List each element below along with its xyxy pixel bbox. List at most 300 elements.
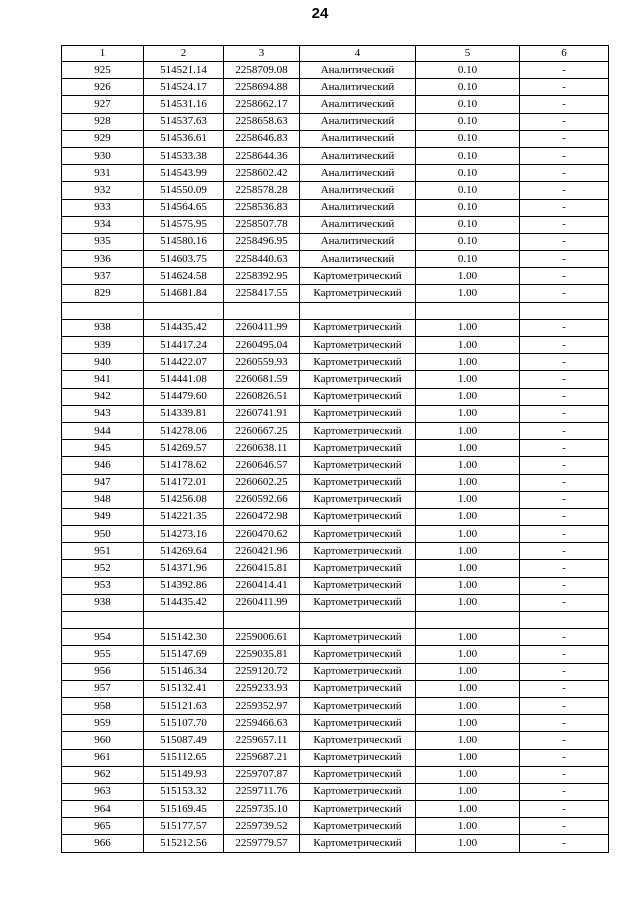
point-number-cell: 929 (62, 130, 144, 147)
x-coordinate-cell: 514536.61 (144, 130, 224, 147)
y-coordinate-cell: 2258662.17 (224, 96, 300, 113)
point-number-cell: 935 (62, 233, 144, 250)
x-coordinate-cell: 514681.84 (144, 285, 224, 302)
point-number-cell: 961 (62, 749, 144, 766)
table-row (62, 388, 609, 405)
table-row (62, 354, 609, 371)
method-cell: Картометрический (300, 371, 416, 388)
note-cell: - (520, 680, 609, 697)
note-cell: - (520, 96, 609, 113)
note-cell: - (520, 182, 609, 199)
point-number-cell: 926 (62, 79, 144, 96)
x-coordinate-cell (144, 612, 224, 629)
method-cell: Картометрический (300, 646, 416, 663)
accuracy-cell: 1.00 (416, 577, 520, 594)
method-cell: Аналитический (300, 233, 416, 250)
table-row (62, 147, 609, 164)
table-row (62, 337, 609, 354)
y-coordinate-cell: 2259735.10 (224, 801, 300, 818)
method-cell: Картометрический (300, 405, 416, 422)
table-row (62, 251, 609, 268)
accuracy-cell: 0.10 (416, 130, 520, 147)
x-coordinate-cell: 515107.70 (144, 715, 224, 732)
method-cell: Картометрический (300, 285, 416, 302)
method-cell: Картометрический (300, 526, 416, 543)
note-cell: - (520, 783, 609, 800)
method-cell: Картометрический (300, 766, 416, 783)
accuracy-cell: 1.00 (416, 491, 520, 508)
table-row (62, 543, 609, 560)
column-header: 2 (144, 46, 224, 62)
column-header: 4 (300, 46, 416, 62)
table-row (62, 216, 609, 233)
y-coordinate-cell: 2259006.61 (224, 629, 300, 646)
x-coordinate-cell: 515112.65 (144, 749, 224, 766)
y-coordinate-cell: 2258440.63 (224, 251, 300, 268)
accuracy-cell: 0.10 (416, 113, 520, 130)
table-row (62, 594, 609, 611)
x-coordinate-cell: 514256.08 (144, 491, 224, 508)
x-coordinate-cell: 515212.56 (144, 835, 224, 852)
y-coordinate-cell: 2260681.59 (224, 371, 300, 388)
point-number-cell: 954 (62, 629, 144, 646)
note-cell: - (520, 440, 609, 457)
method-cell: Аналитический (300, 251, 416, 268)
x-coordinate-cell: 514371.96 (144, 560, 224, 577)
method-cell: Картометрический (300, 268, 416, 285)
x-coordinate-cell: 515177.57 (144, 818, 224, 835)
point-number-cell: 949 (62, 508, 144, 525)
accuracy-cell: 1.00 (416, 663, 520, 680)
accuracy-cell: 1.00 (416, 749, 520, 766)
method-cell: Аналитический (300, 147, 416, 164)
y-coordinate-cell: 2258496.95 (224, 233, 300, 250)
point-number-cell: 952 (62, 560, 144, 577)
note-cell: - (520, 319, 609, 336)
table-row (62, 474, 609, 491)
y-coordinate-cell: 2260421.96 (224, 543, 300, 560)
y-coordinate-cell: 2258392.95 (224, 268, 300, 285)
x-coordinate-cell: 515121.63 (144, 697, 224, 714)
table-row (62, 508, 609, 525)
note-cell: - (520, 62, 609, 79)
point-number-cell: 932 (62, 182, 144, 199)
point-number-cell: 958 (62, 697, 144, 714)
x-coordinate-cell: 514441.08 (144, 371, 224, 388)
method-cell: Картометрический (300, 440, 416, 457)
method-cell: Аналитический (300, 165, 416, 182)
y-coordinate-cell: 2260411.99 (224, 319, 300, 336)
table-row (62, 268, 609, 285)
x-coordinate-cell: 514479.60 (144, 388, 224, 405)
column-header: 5 (416, 46, 520, 62)
x-coordinate-cell: 514521.14 (144, 62, 224, 79)
accuracy-cell: 1.00 (416, 835, 520, 852)
x-coordinate-cell: 514269.57 (144, 440, 224, 457)
table-separator-row (62, 612, 609, 629)
x-coordinate-cell: 514339.81 (144, 405, 224, 422)
x-coordinate-cell: 514533.38 (144, 147, 224, 164)
column-header: 1 (62, 46, 144, 62)
note-cell: - (520, 715, 609, 732)
note-cell: - (520, 354, 609, 371)
y-coordinate-cell: 2258602.42 (224, 165, 300, 182)
table-row (62, 440, 609, 457)
y-coordinate-cell: 2260414.41 (224, 577, 300, 594)
method-cell: Картометрический (300, 783, 416, 800)
y-coordinate-cell: 2260472.98 (224, 508, 300, 525)
accuracy-cell: 1.00 (416, 319, 520, 336)
method-cell: Картометрический (300, 491, 416, 508)
accuracy-cell: 1.00 (416, 268, 520, 285)
note-cell: - (520, 79, 609, 96)
accuracy-cell: 1.00 (416, 526, 520, 543)
y-coordinate-cell: 2260592.66 (224, 491, 300, 508)
method-cell: Картометрический (300, 560, 416, 577)
method-cell: Картометрический (300, 663, 416, 680)
y-coordinate-cell (224, 302, 300, 319)
y-coordinate-cell: 2259120.72 (224, 663, 300, 680)
accuracy-cell: 1.00 (416, 285, 520, 302)
y-coordinate-cell: 2260470.62 (224, 526, 300, 543)
point-number-cell: 943 (62, 405, 144, 422)
method-cell: Картометрический (300, 835, 416, 852)
table-row (62, 62, 609, 79)
method-cell: Аналитический (300, 199, 416, 216)
point-number-cell: 947 (62, 474, 144, 491)
accuracy-cell: 0.10 (416, 216, 520, 233)
y-coordinate-cell: 2260826.51 (224, 388, 300, 405)
point-number-cell: 931 (62, 165, 144, 182)
point-number-cell (62, 612, 144, 629)
table-separator-row (62, 302, 609, 319)
table-row (62, 96, 609, 113)
point-number-cell: 948 (62, 491, 144, 508)
point-number-cell: 946 (62, 457, 144, 474)
table-row (62, 783, 609, 800)
table-row (62, 749, 609, 766)
point-number-cell: 956 (62, 663, 144, 680)
note-cell: - (520, 233, 609, 250)
table-row (62, 732, 609, 749)
point-number-cell: 938 (62, 319, 144, 336)
point-number-cell: 941 (62, 371, 144, 388)
point-number-cell: 963 (62, 783, 144, 800)
note-cell: - (520, 199, 609, 216)
accuracy-cell: 1.00 (416, 766, 520, 783)
accuracy-cell: 0.10 (416, 165, 520, 182)
accuracy-cell: 1.00 (416, 457, 520, 474)
x-coordinate-cell: 514543.99 (144, 165, 224, 182)
column-header: 3 (224, 46, 300, 62)
note-cell: - (520, 216, 609, 233)
x-coordinate-cell: 514422.07 (144, 354, 224, 371)
table-row (62, 491, 609, 508)
y-coordinate-cell: 2260415.81 (224, 560, 300, 577)
y-coordinate-cell: 2259687.21 (224, 749, 300, 766)
y-coordinate-cell: 2258578.28 (224, 182, 300, 199)
y-coordinate-cell: 2258646.83 (224, 130, 300, 147)
accuracy-cell: 1.00 (416, 354, 520, 371)
x-coordinate-cell: 514550.09 (144, 182, 224, 199)
x-coordinate-cell: 514392.86 (144, 577, 224, 594)
accuracy-cell: 1.00 (416, 371, 520, 388)
note-cell: - (520, 457, 609, 474)
accuracy-cell (416, 302, 520, 319)
method-cell: Аналитический (300, 216, 416, 233)
x-coordinate-cell: 514178.62 (144, 457, 224, 474)
point-number-cell: 945 (62, 440, 144, 457)
point-number-cell: 953 (62, 577, 144, 594)
x-coordinate-cell: 514278.06 (144, 422, 224, 439)
method-cell: Картометрический (300, 354, 416, 371)
x-coordinate-cell: 514564.65 (144, 199, 224, 216)
y-coordinate-cell: 2258417.55 (224, 285, 300, 302)
x-coordinate-cell (144, 302, 224, 319)
accuracy-cell: 1.00 (416, 629, 520, 646)
method-cell: Картометрический (300, 319, 416, 336)
x-coordinate-cell: 514624.58 (144, 268, 224, 285)
table-row (62, 680, 609, 697)
x-coordinate-cell: 514603.75 (144, 251, 224, 268)
table-row (62, 697, 609, 714)
y-coordinate-cell: 2260741.91 (224, 405, 300, 422)
note-cell: - (520, 818, 609, 835)
note-cell: - (520, 474, 609, 491)
y-coordinate-cell: 2260602.25 (224, 474, 300, 491)
note-cell: - (520, 766, 609, 783)
table-row (62, 818, 609, 835)
point-number-cell (62, 302, 144, 319)
point-number-cell: 960 (62, 732, 144, 749)
method-cell: Картометрический (300, 594, 416, 611)
x-coordinate-cell: 515169.45 (144, 801, 224, 818)
x-coordinate-cell: 515147.69 (144, 646, 224, 663)
y-coordinate-cell: 2259035.81 (224, 646, 300, 663)
y-coordinate-cell: 2260495.04 (224, 337, 300, 354)
method-cell: Аналитический (300, 113, 416, 130)
note-cell: - (520, 165, 609, 182)
note-cell: - (520, 268, 609, 285)
x-coordinate-cell: 514580.16 (144, 233, 224, 250)
table-row (62, 715, 609, 732)
point-number-cell: 933 (62, 199, 144, 216)
note-cell: - (520, 663, 609, 680)
y-coordinate-cell (224, 612, 300, 629)
table-row (62, 165, 609, 182)
accuracy-cell: 1.00 (416, 543, 520, 560)
note-cell: - (520, 491, 609, 508)
accuracy-cell: 1.00 (416, 474, 520, 491)
y-coordinate-cell: 2260638.11 (224, 440, 300, 457)
note-cell: - (520, 801, 609, 818)
x-coordinate-cell: 514273.16 (144, 526, 224, 543)
table-row (62, 526, 609, 543)
point-number-cell: 938 (62, 594, 144, 611)
accuracy-cell: 0.10 (416, 182, 520, 199)
x-coordinate-cell: 515087.49 (144, 732, 224, 749)
point-number-cell: 955 (62, 646, 144, 663)
x-coordinate-cell: 514531.16 (144, 96, 224, 113)
method-cell: Картометрический (300, 629, 416, 646)
table-row (62, 560, 609, 577)
y-coordinate-cell: 2259711.76 (224, 783, 300, 800)
method-cell (300, 612, 416, 629)
x-coordinate-cell: 515132.41 (144, 680, 224, 697)
table-row (62, 285, 609, 302)
y-coordinate-cell: 2258507.78 (224, 216, 300, 233)
method-cell: Картометрический (300, 422, 416, 439)
method-cell: Картометрический (300, 715, 416, 732)
accuracy-cell: 1.00 (416, 680, 520, 697)
method-cell: Картометрический (300, 697, 416, 714)
table-row (62, 629, 609, 646)
y-coordinate-cell: 2258709.08 (224, 62, 300, 79)
note-cell: - (520, 337, 609, 354)
point-number-cell: 937 (62, 268, 144, 285)
accuracy-cell: 1.00 (416, 440, 520, 457)
y-coordinate-cell: 2260411.99 (224, 594, 300, 611)
accuracy-cell: 1.00 (416, 646, 520, 663)
accuracy-cell: 1.00 (416, 697, 520, 714)
method-cell: Аналитический (300, 96, 416, 113)
point-number-cell: 939 (62, 337, 144, 354)
x-coordinate-cell: 514172.01 (144, 474, 224, 491)
coordinates-table (61, 45, 609, 853)
accuracy-cell: 1.00 (416, 388, 520, 405)
note-cell: - (520, 526, 609, 543)
table-row (62, 319, 609, 336)
note-cell: - (520, 405, 609, 422)
x-coordinate-cell: 514417.24 (144, 337, 224, 354)
method-cell: Аналитический (300, 182, 416, 199)
table-row (62, 113, 609, 130)
y-coordinate-cell: 2259779.57 (224, 835, 300, 852)
note-cell: - (520, 388, 609, 405)
point-number-cell: 942 (62, 388, 144, 405)
method-cell: Картометрический (300, 474, 416, 491)
method-cell: Аналитический (300, 62, 416, 79)
table-row (62, 422, 609, 439)
y-coordinate-cell: 2260646.57 (224, 457, 300, 474)
method-cell: Картометрический (300, 337, 416, 354)
method-cell: Картометрический (300, 457, 416, 474)
point-number-cell: 927 (62, 96, 144, 113)
note-cell: - (520, 732, 609, 749)
point-number-cell: 936 (62, 251, 144, 268)
note-cell: - (520, 130, 609, 147)
accuracy-cell: 0.10 (416, 251, 520, 268)
y-coordinate-cell: 2258644.36 (224, 147, 300, 164)
point-number-cell: 928 (62, 113, 144, 130)
table-row (62, 182, 609, 199)
table-row (62, 766, 609, 783)
method-cell: Картометрический (300, 732, 416, 749)
note-cell (520, 612, 609, 629)
point-number-cell: 934 (62, 216, 144, 233)
note-cell: - (520, 560, 609, 577)
y-coordinate-cell: 2258658.63 (224, 113, 300, 130)
note-cell: - (520, 629, 609, 646)
method-cell: Картометрический (300, 749, 416, 766)
x-coordinate-cell: 515146.34 (144, 663, 224, 680)
method-cell: Аналитический (300, 130, 416, 147)
y-coordinate-cell: 2259233.93 (224, 680, 300, 697)
x-coordinate-cell: 515153.32 (144, 783, 224, 800)
note-cell (520, 302, 609, 319)
accuracy-cell: 0.10 (416, 96, 520, 113)
note-cell: - (520, 113, 609, 130)
page-number: 24 (311, 5, 329, 22)
y-coordinate-cell: 2259352.97 (224, 697, 300, 714)
note-cell: - (520, 577, 609, 594)
note-cell: - (520, 697, 609, 714)
x-coordinate-cell: 514524.17 (144, 79, 224, 96)
table-body (62, 62, 609, 853)
method-cell: Картометрический (300, 508, 416, 525)
point-number-cell: 957 (62, 680, 144, 697)
accuracy-cell: 0.10 (416, 147, 520, 164)
point-number-cell: 965 (62, 818, 144, 835)
note-cell: - (520, 835, 609, 852)
y-coordinate-cell: 2258536.83 (224, 199, 300, 216)
method-cell: Аналитический (300, 79, 416, 96)
accuracy-cell: 0.10 (416, 79, 520, 96)
point-number-cell: 962 (62, 766, 144, 783)
table-row (62, 405, 609, 422)
point-number-cell: 959 (62, 715, 144, 732)
point-number-cell: 925 (62, 62, 144, 79)
y-coordinate-cell: 2259707.87 (224, 766, 300, 783)
point-number-cell: 950 (62, 526, 144, 543)
x-coordinate-cell: 514575.95 (144, 216, 224, 233)
note-cell: - (520, 147, 609, 164)
note-cell: - (520, 508, 609, 525)
note-cell: - (520, 285, 609, 302)
accuracy-cell: 1.00 (416, 560, 520, 577)
method-cell: Картометрический (300, 388, 416, 405)
y-coordinate-cell: 2259739.52 (224, 818, 300, 835)
table-row (62, 835, 609, 852)
point-number-cell: 829 (62, 285, 144, 302)
table-row (62, 577, 609, 594)
method-cell: Картометрический (300, 818, 416, 835)
accuracy-cell: 1.00 (416, 732, 520, 749)
point-number-cell: 951 (62, 543, 144, 560)
table-row (62, 130, 609, 147)
note-cell: - (520, 646, 609, 663)
method-cell (300, 302, 416, 319)
accuracy-cell: 1.00 (416, 422, 520, 439)
table-row (62, 801, 609, 818)
note-cell: - (520, 543, 609, 560)
x-coordinate-cell: 514435.42 (144, 319, 224, 336)
y-coordinate-cell: 2258694.88 (224, 79, 300, 96)
table-row (62, 79, 609, 96)
x-coordinate-cell: 514537.63 (144, 113, 224, 130)
table-header-row (62, 46, 609, 62)
accuracy-cell: 1.00 (416, 405, 520, 422)
point-number-cell: 944 (62, 422, 144, 439)
x-coordinate-cell: 514269.64 (144, 543, 224, 560)
x-coordinate-cell: 514221.35 (144, 508, 224, 525)
accuracy-cell (416, 612, 520, 629)
point-number-cell: 964 (62, 801, 144, 818)
note-cell: - (520, 251, 609, 268)
note-cell: - (520, 371, 609, 388)
accuracy-cell: 1.00 (416, 818, 520, 835)
y-coordinate-cell: 2259657.11 (224, 732, 300, 749)
